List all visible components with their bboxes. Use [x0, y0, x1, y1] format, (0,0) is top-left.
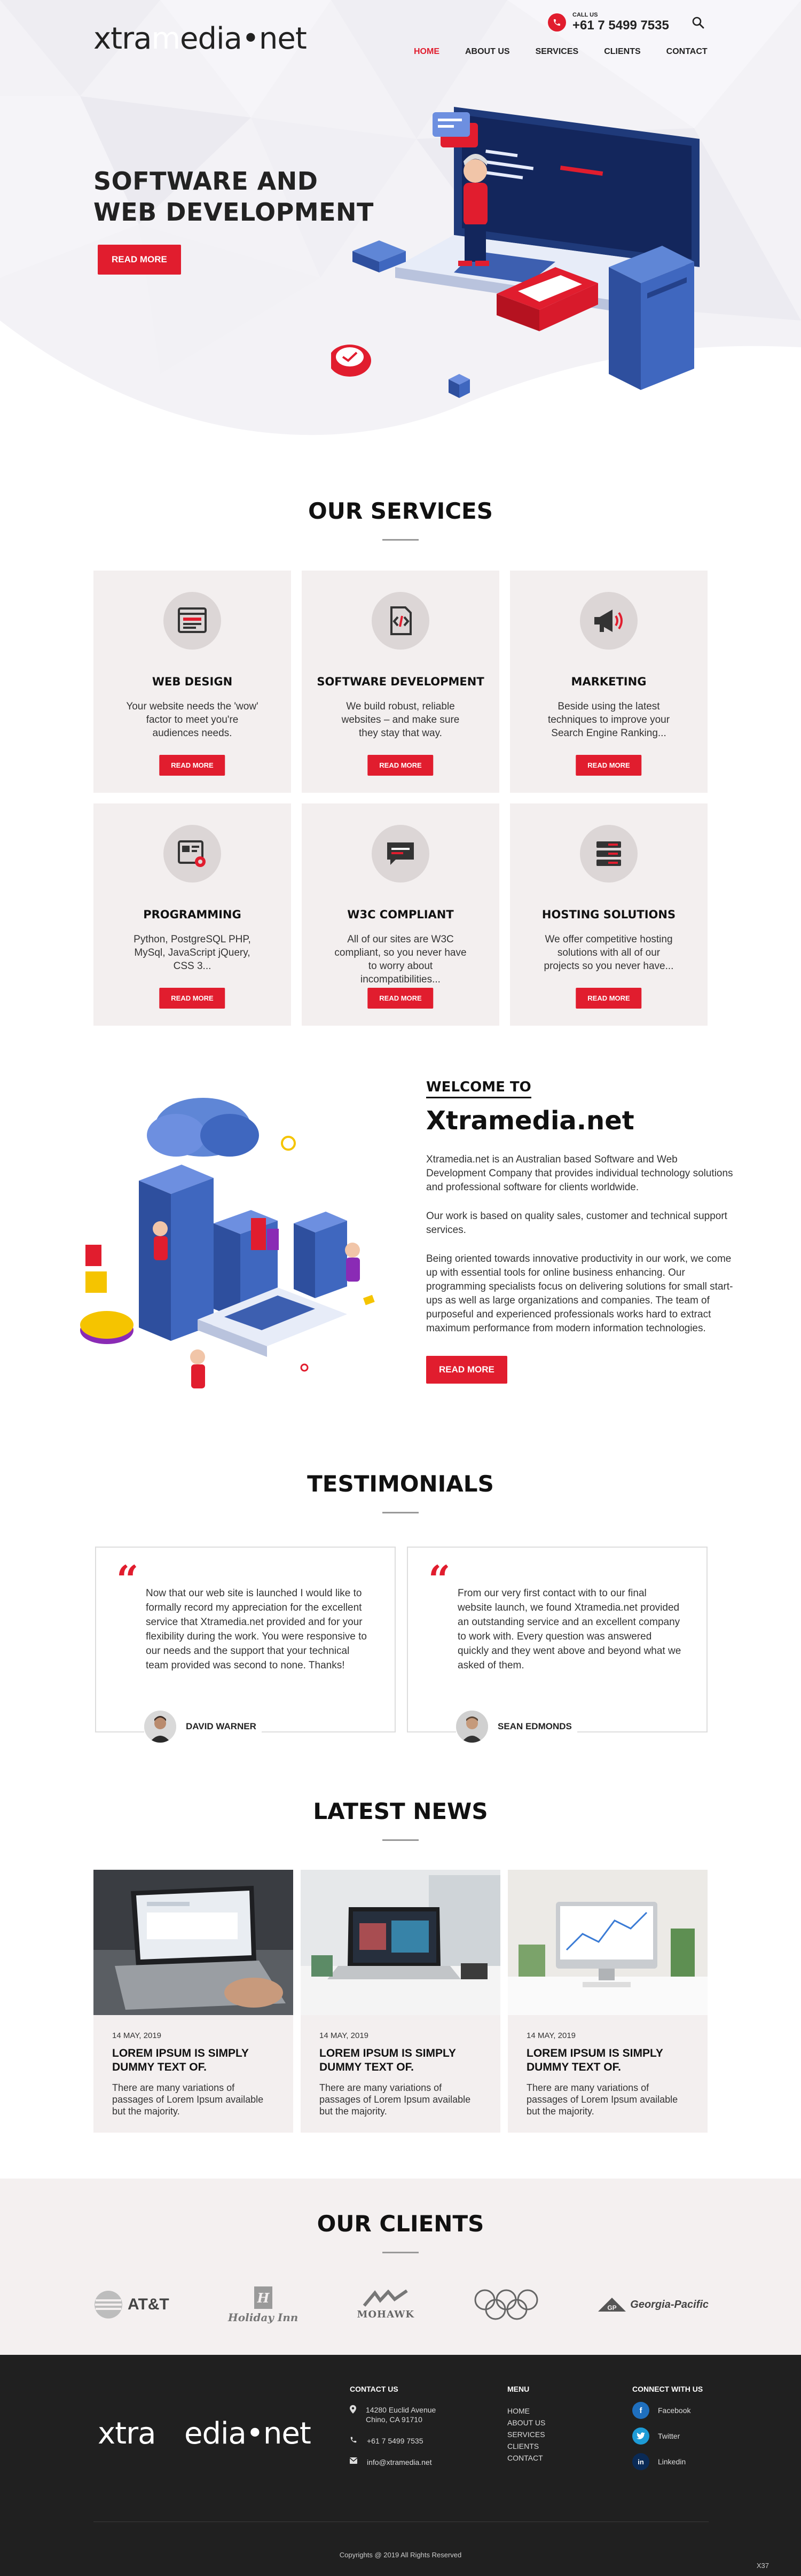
- social-label: Twitter: [658, 2432, 680, 2440]
- client-logo-holiday-inn: H Holiday Inn: [228, 2285, 298, 2324]
- hero-title: SOFTWARE AND WEB DEVELOPMENT: [93, 167, 374, 227]
- title-divider: [382, 2252, 419, 2253]
- welcome-read-more-button[interactable]: READ MORE: [426, 1356, 507, 1384]
- footer-phone[interactable]: [350, 2436, 436, 2446]
- services-grid: [93, 571, 709, 1026]
- news-title: LATEST NEWS: [313, 1798, 488, 1824]
- social-linkedin[interactable]: [632, 2453, 703, 2470]
- hero-section: [0, 0, 801, 454]
- news-image: [301, 1870, 500, 2015]
- service-title: PROGRAMMING: [143, 908, 241, 921]
- welcome-paragraph: Xtramedia.net is an Australian based Software and Web Development Company that provides individual technology solutions and professional software for clients worldwide.: [426, 1154, 733, 1193]
- social-label: Linkedin: [658, 2457, 686, 2466]
- corner-badge: X37: [756, 2562, 769, 2570]
- news-date: 14 MAY, 2019: [112, 2031, 162, 2040]
- testimonials-header: [0, 1471, 801, 1513]
- linkedin-icon: in: [632, 2453, 649, 2470]
- client-logo-georgia-pacific: GP Georgia-Pacific: [598, 2297, 709, 2313]
- testimonial-name: DAVID WARNER: [186, 1721, 256, 1731]
- testimonial-card: [95, 1547, 396, 1732]
- clients-title: OUR CLIENTS: [317, 2211, 484, 2237]
- testimonials-title: TESTIMONIALS: [307, 1471, 494, 1497]
- testimonial-name: SEAN EDMONDS: [498, 1721, 572, 1731]
- news-header: [0, 1798, 801, 1841]
- footer-contact-title: CONTACT US: [350, 2385, 398, 2393]
- avatar: [456, 1711, 488, 1743]
- service-read-more-button[interactable]: READ MORE: [367, 755, 433, 776]
- twitter-icon: [632, 2427, 649, 2445]
- service-card-hosting-solutions: [510, 803, 708, 1026]
- service-read-more-button[interactable]: READ MORE: [159, 988, 225, 1009]
- hero-read-more-button[interactable]: READ MORE: [98, 245, 181, 275]
- service-card-marketing: [510, 571, 708, 793]
- client-logo-olympic-rings: [473, 2288, 539, 2321]
- news-date: 14 MAY, 2019: [527, 2031, 576, 2040]
- title-divider: [382, 539, 419, 541]
- footer-link-home[interactable]: HOME: [507, 2407, 530, 2415]
- client-logos: [93, 2285, 709, 2324]
- social-facebook[interactable]: [632, 2402, 703, 2419]
- programming-gear-icon: [163, 825, 221, 883]
- service-card-web-design: [93, 571, 291, 793]
- service-title: W3C COMPLIANT: [347, 908, 454, 921]
- service-title: MARKETING: [571, 675, 647, 688]
- social-twitter[interactable]: [632, 2427, 703, 2445]
- testimonial-quote: Now that our web site is launched I would like to formally record my appreciation for the excellent service that Xtramedia.net provided and for your flexibility during the work. You were responsive to our needs and the support that your technical team provided was second to none. Thanks!: [146, 1588, 367, 1671]
- nav-contact[interactable]: CONTACT: [666, 47, 708, 56]
- footer-connect-title: CONNECT WITH US: [632, 2385, 703, 2393]
- footer-link-services[interactable]: SERVICES: [507, 2430, 545, 2439]
- svg-text:H: H: [257, 2290, 269, 2306]
- service-text: Python, PostgreSQL PHP, MySql, JavaScript jQuery, CSS 3...: [134, 934, 251, 972]
- news-headline[interactable]: LOREM IPSUM IS SIMPLY DUMMY TEXT OF.: [319, 2047, 456, 2073]
- main-nav: [414, 47, 708, 57]
- service-card-programming: [93, 803, 291, 1026]
- service-card-software-development: [302, 571, 499, 793]
- news-card[interactable]: [508, 1870, 708, 2133]
- footer-logo[interactable]: xtramedia•net: [98, 2416, 311, 2451]
- svg-text:GP: GP: [607, 2304, 617, 2312]
- call-label: CALL US: [572, 12, 598, 18]
- footer-social: [632, 2385, 703, 2470]
- megaphone-icon: [580, 592, 638, 650]
- testimonial-card: [407, 1547, 708, 1732]
- call-us[interactable]: [548, 12, 669, 33]
- address-line: 14280 Euclid Avenue: [366, 2406, 436, 2414]
- quote-icon: “: [428, 1557, 451, 1602]
- services-title: OUR SERVICES: [308, 498, 493, 524]
- footer-link-contact[interactable]: CONTACT: [507, 2454, 543, 2462]
- copyright: Copyrights @ 2019 All Rights Reserved: [339, 2551, 462, 2559]
- news-excerpt: There are many variations of passages of Lorem Ipsum available but the majority.: [319, 2082, 471, 2117]
- footer-email-text: info@xtramedia.net: [367, 2458, 432, 2466]
- footer-phone-text: +61 7 5499 7535: [367, 2437, 423, 2445]
- welcome-paragraph: Our work is based on quality sales, customer and technical support services.: [426, 1211, 727, 1236]
- site-footer: [0, 2355, 801, 2576]
- welcome-subtitle: WELCOME TO: [426, 1079, 531, 1098]
- news-image: [93, 1870, 293, 2015]
- testimonial-author: [456, 1711, 577, 1743]
- news-excerpt: There are many variations of passages of Lorem Ipsum available but the majority.: [527, 2082, 678, 2117]
- news-card[interactable]: [301, 1870, 500, 2133]
- testimonial-quote: From our very first contact with to our final website launch, we found Xtramedia.net provided an outstanding service and an excellent company to work with. Every question was answered quickly and they went above and beyond what we asked of them.: [458, 1588, 681, 1671]
- welcome-paragraph: Being oriented towards innovative productivity in our work, we come up with essential tools for online business enhancing. Our programming specialists focus on delivering solutions for small start-ups as well as large organizations and companies. The team of purposeful and experienced professionals works hard to extract maximum performance from modern information technologies.: [426, 1253, 733, 1334]
- service-text: All of our sites are W3C compliant, so you never have to worry about incompatibilities...: [334, 934, 467, 985]
- welcome-illustration: [75, 1084, 406, 1426]
- service-read-more-button[interactable]: READ MORE: [367, 988, 433, 1009]
- mail-icon: [350, 2457, 357, 2464]
- chat-bubble-icon: [372, 825, 429, 883]
- clients-section: [0, 2179, 801, 2355]
- client-logo-mohawk: MOHAWK: [357, 2290, 414, 2320]
- service-read-more-button[interactable]: READ MORE: [159, 755, 225, 776]
- title-divider: [382, 1839, 419, 1841]
- service-text: Beside using the latest techniques to improve your Search Engine Ranking...: [547, 701, 670, 739]
- service-read-more-button[interactable]: READ MORE: [576, 988, 641, 1009]
- site-header: [0, 0, 801, 69]
- footer-menu: [507, 2385, 545, 2464]
- location-icon: [350, 2405, 356, 2414]
- service-title: SOFTWARE DEVELOPMENT: [317, 675, 484, 688]
- footer-email[interactable]: [350, 2457, 436, 2467]
- search-icon[interactable]: [692, 16, 704, 29]
- client-logo-att: AT&T: [93, 2290, 169, 2320]
- footer-link-about-us[interactable]: ABOUT US: [507, 2418, 546, 2427]
- web-design-icon: [163, 592, 221, 650]
- social-label: Facebook: [658, 2406, 691, 2415]
- news-excerpt: There are many variations of passages of Lorem Ipsum available but the majority.: [112, 2082, 264, 2117]
- quote-icon: “: [116, 1557, 139, 1602]
- welcome-title: Xtramedia.net: [426, 1106, 634, 1136]
- footer-contact: [350, 2385, 436, 2467]
- code-file-icon: [372, 592, 429, 650]
- title-divider: [382, 1512, 419, 1513]
- footer-address: [350, 2405, 436, 2424]
- nav-services[interactable]: SERVICES: [535, 47, 579, 56]
- site-logo[interactable]: xtramedia•net: [93, 21, 307, 56]
- facebook-icon: f: [632, 2402, 649, 2419]
- footer-menu-title: MENU: [507, 2385, 530, 2393]
- welcome-section: [426, 1079, 736, 1384]
- service-text: We build robust, reliable websites – and make sure they stay that way.: [341, 701, 460, 739]
- service-text: We offer competitive hosting solutions with all of our projects so you never have...: [544, 934, 674, 972]
- service-card-w3c-compliant: [302, 803, 499, 1026]
- news-card[interactable]: [93, 1870, 293, 2133]
- news-headline[interactable]: LOREM IPSUM IS SIMPLY DUMMY TEXT OF.: [527, 2047, 663, 2073]
- nav-about-us[interactable]: ABOUT US: [465, 47, 510, 56]
- hero-illustration: [331, 91, 716, 411]
- service-read-more-button[interactable]: READ MORE: [576, 755, 641, 776]
- news-grid: [93, 1870, 708, 2133]
- footer-link-clients[interactable]: CLIENTS: [507, 2442, 539, 2450]
- phone-icon: [548, 13, 566, 32]
- service-title: WEB DESIGN: [152, 675, 233, 688]
- service-text: Your website needs the 'wow' factor to meet you're audiences needs.: [126, 701, 258, 739]
- phone-icon: [350, 2436, 357, 2444]
- news-image: [508, 1870, 708, 2015]
- news-headline[interactable]: LOREM IPSUM IS SIMPLY DUMMY TEXT OF.: [112, 2047, 249, 2073]
- nav-clients[interactable]: CLIENTS: [604, 47, 641, 56]
- server-icon: [580, 825, 638, 883]
- avatar: [144, 1711, 176, 1743]
- service-title: HOSTING SOLUTIONS: [541, 908, 676, 921]
- testimonial-author: [144, 1711, 262, 1743]
- services-section: [0, 454, 801, 541]
- address-line: Chino, CA 91710: [366, 2415, 422, 2424]
- nav-home[interactable]: HOME: [414, 47, 439, 56]
- news-date: 14 MAY, 2019: [319, 2031, 369, 2040]
- header-phone: +61 7 5499 7535: [572, 18, 669, 33]
